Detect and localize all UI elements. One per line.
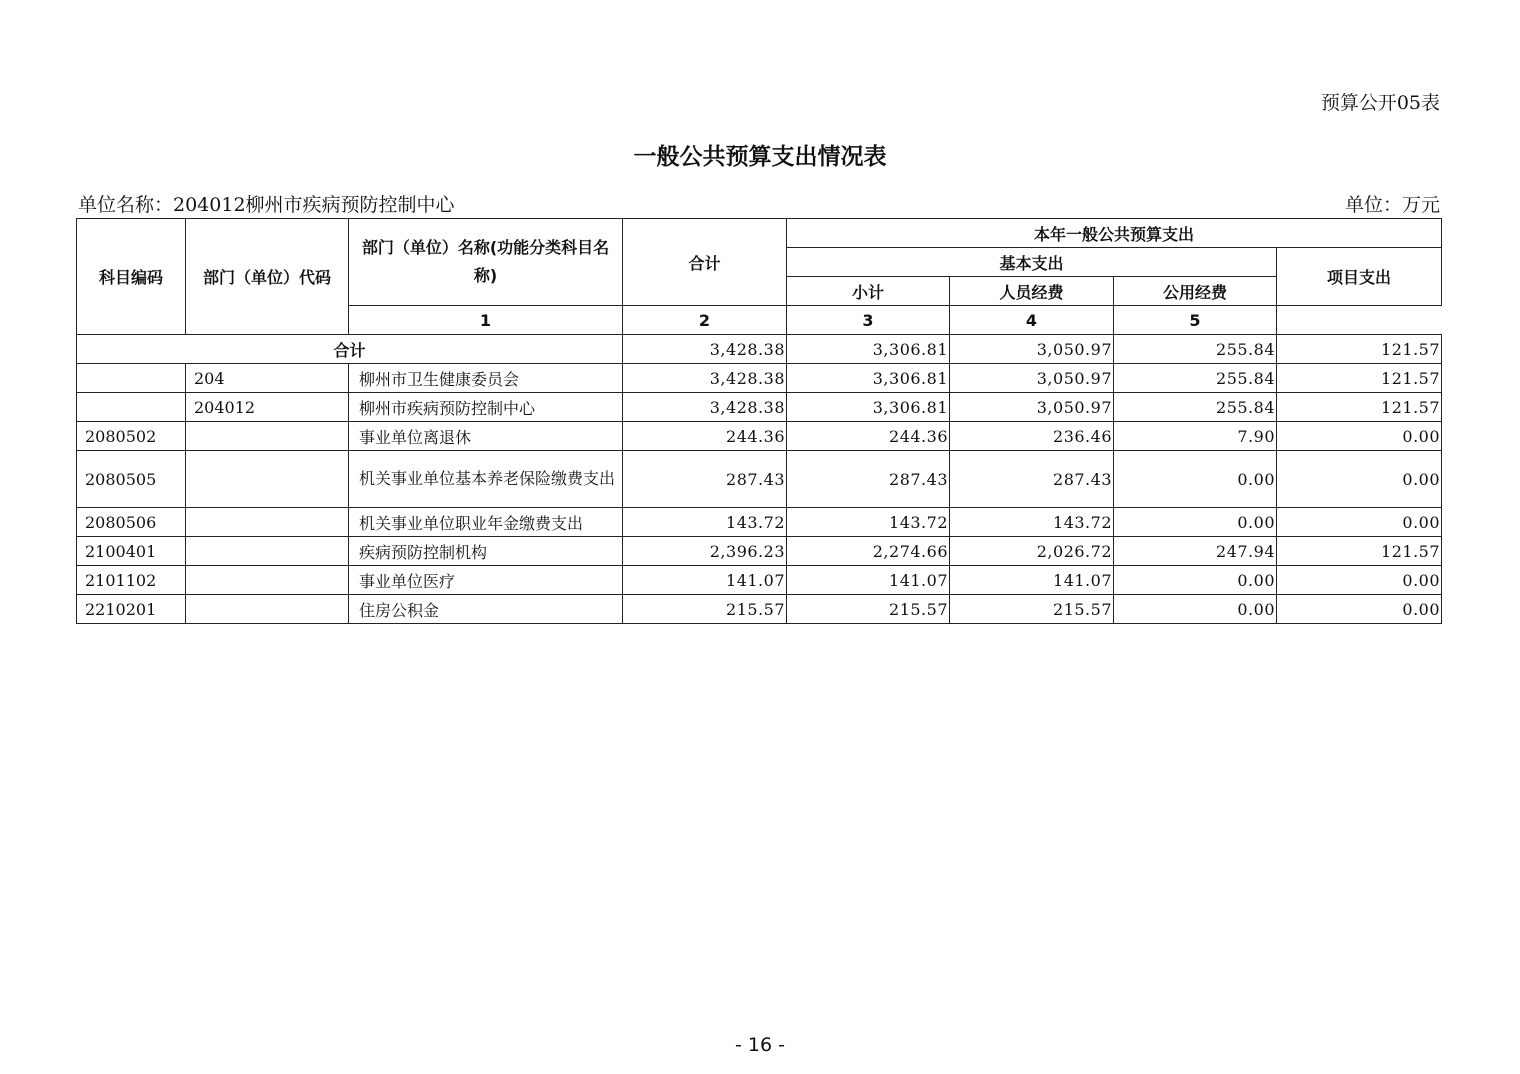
cell-name: 机关事业单位职业年金缴费支出 <box>349 508 623 537</box>
cell-dept <box>186 595 349 624</box>
cell-public: 255.84 <box>1114 393 1277 422</box>
cell-subtotal: 143.72 <box>787 508 950 537</box>
cell-project: 121.57 <box>1277 393 1442 422</box>
cell-total: 3,428.38 <box>623 393 787 422</box>
cell-project: 0.00 <box>1277 451 1442 508</box>
cell-name: 住房公积金 <box>349 595 623 624</box>
cell-personnel: 141.07 <box>950 566 1114 595</box>
table-row <box>77 595 1442 624</box>
cell-subtotal: 215.57 <box>787 595 950 624</box>
cell-code <box>77 393 186 422</box>
cell-personnel: 215.57 <box>950 595 1114 624</box>
cell-total: 3,428.38 <box>623 335 787 364</box>
table-row <box>77 537 1442 566</box>
cell-personnel: 236.46 <box>950 422 1114 451</box>
cell-project: 121.57 <box>1277 364 1442 393</box>
header-col-2: 2 <box>623 306 787 335</box>
cell-dept <box>186 422 349 451</box>
table-row <box>77 566 1442 595</box>
cell-project: 121.57 <box>1277 335 1442 364</box>
cell-name: 疾病预防控制机构 <box>349 537 623 566</box>
cell-public: 255.84 <box>1114 335 1277 364</box>
cell-name: 柳州市卫生健康委员会 <box>349 364 623 393</box>
budget-table <box>76 218 1442 624</box>
cell-name: 事业单位医疗 <box>349 566 623 595</box>
header-year-group: 本年一般公共预算支出 <box>787 219 1442 248</box>
cell-code: 2080505 <box>77 451 186 508</box>
header-total: 合计 <box>623 219 787 306</box>
cell-project: 121.57 <box>1277 537 1442 566</box>
cell-code: 2080506 <box>77 508 186 537</box>
cell-public: 7.90 <box>1114 422 1277 451</box>
header-name: 部门（单位）名称(功能分类科目名称) <box>349 219 623 306</box>
cell-code: 2080502 <box>77 422 186 451</box>
cell-dept: 204012 <box>186 393 349 422</box>
cell-total: 2,396.23 <box>623 537 787 566</box>
currency-unit: 单位：万元 <box>1344 194 1440 216</box>
header-public: 公用经费 <box>1114 277 1277 306</box>
cell-name: 机关事业单位基本养老保险缴费支出 <box>349 451 623 508</box>
header-project: 项目支出 <box>1277 248 1442 306</box>
cell-dept <box>186 451 349 508</box>
cell-project: 0.00 <box>1277 508 1442 537</box>
cell-public: 255.84 <box>1114 364 1277 393</box>
header-dept-code: 部门（单位）代码 <box>186 219 349 335</box>
total-label: 合计 <box>77 335 623 364</box>
cell-code: 2100401 <box>77 537 186 566</box>
cell-personnel: 3,050.97 <box>950 335 1114 364</box>
cell-subtotal: 3,306.81 <box>787 364 950 393</box>
unit-name: 单位名称：204012柳州市疾病预防控制中心 <box>78 194 455 216</box>
header-col-1: 1 <box>349 306 623 335</box>
cell-subtotal: 141.07 <box>787 566 950 595</box>
table-row <box>77 422 1442 451</box>
header-col-4: 4 <box>950 306 1114 335</box>
cell-subtotal: 3,306.81 <box>787 393 950 422</box>
cell-total: 287.43 <box>623 451 787 508</box>
cell-public: 247.94 <box>1114 537 1277 566</box>
cell-public: 0.00 <box>1114 508 1277 537</box>
header-col-5: 5 <box>1114 306 1277 335</box>
cell-subtotal: 3,306.81 <box>787 335 950 364</box>
cell-total: 244.36 <box>623 422 787 451</box>
cell-total: 141.07 <box>623 566 787 595</box>
cell-total: 143.72 <box>623 508 787 537</box>
cell-subtotal: 2,274.66 <box>787 537 950 566</box>
cell-dept: 204 <box>186 364 349 393</box>
header-col-3: 3 <box>787 306 950 335</box>
cell-code <box>77 364 186 393</box>
header-personnel: 人员经费 <box>950 277 1114 306</box>
cell-project: 0.00 <box>1277 566 1442 595</box>
cell-subtotal: 244.36 <box>787 422 950 451</box>
cell-project: 0.00 <box>1277 422 1442 451</box>
cell-dept <box>186 537 349 566</box>
cell-dept <box>186 566 349 595</box>
page-title: 一般公共预算支出情况表 <box>633 144 887 170</box>
cell-personnel: 143.72 <box>950 508 1114 537</box>
cell-personnel: 2,026.72 <box>950 537 1114 566</box>
table-row-total <box>77 335 1442 364</box>
cell-code: 2101102 <box>77 566 186 595</box>
table-row <box>77 364 1442 393</box>
cell-public: 0.00 <box>1114 451 1277 508</box>
header-subtotal: 小计 <box>787 277 950 306</box>
form-number: 预算公开05表 <box>1320 92 1440 114</box>
cell-public: 0.00 <box>1114 595 1277 624</box>
cell-total: 3,428.38 <box>623 364 787 393</box>
page-number: - 16 - <box>735 1034 785 1056</box>
cell-name: 事业单位离退休 <box>349 422 623 451</box>
cell-personnel: 3,050.97 <box>950 364 1114 393</box>
cell-project: 0.00 <box>1277 595 1442 624</box>
cell-subtotal: 287.43 <box>787 451 950 508</box>
header-basic-group: 基本支出 <box>787 248 1277 277</box>
header-code: 科目编码 <box>77 219 186 335</box>
table-row <box>77 508 1442 537</box>
cell-total: 215.57 <box>623 595 787 624</box>
table-row <box>77 451 1442 508</box>
cell-public: 0.00 <box>1114 566 1277 595</box>
cell-code: 2210201 <box>77 595 186 624</box>
cell-name: 柳州市疾病预防控制中心 <box>349 393 623 422</box>
cell-personnel: 3,050.97 <box>950 393 1114 422</box>
cell-dept <box>186 508 349 537</box>
table-row <box>77 393 1442 422</box>
cell-personnel: 287.43 <box>950 451 1114 508</box>
